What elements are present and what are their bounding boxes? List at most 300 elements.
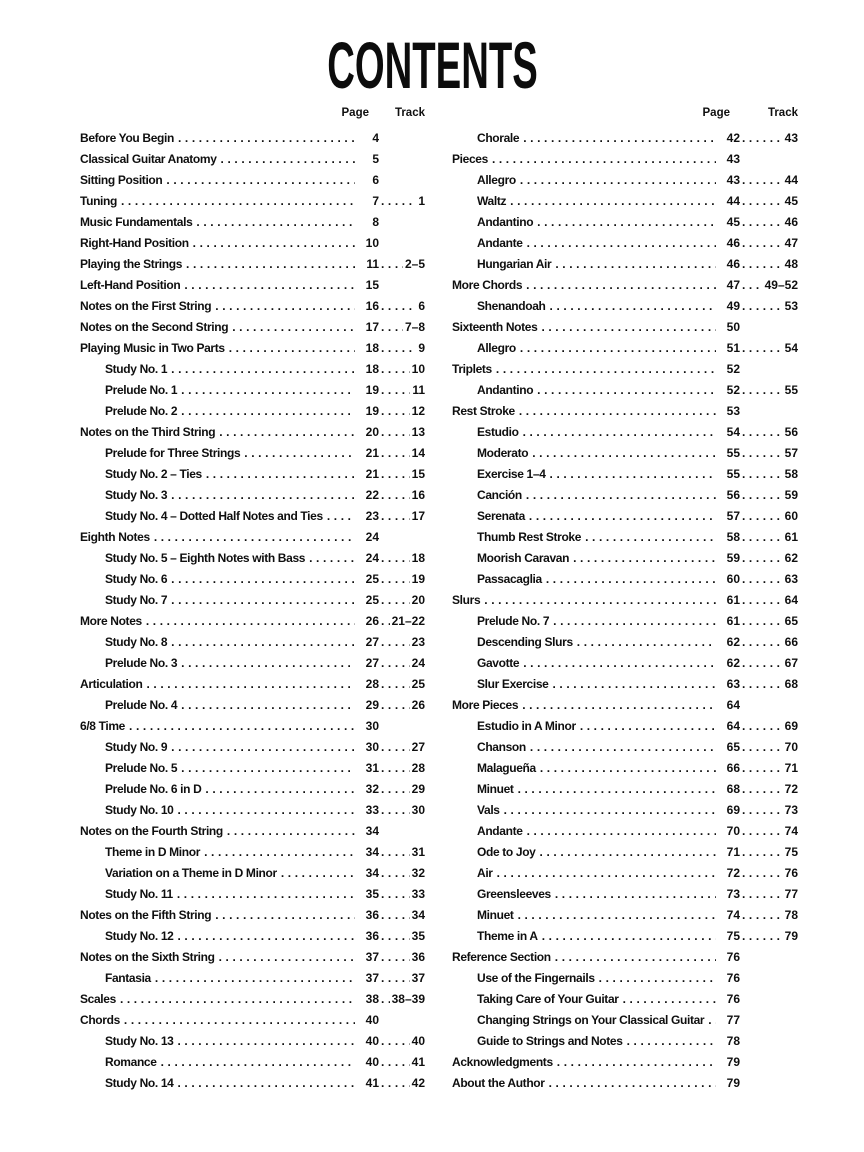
toc-entry-page: 50 <box>726 320 740 334</box>
toc-entry-track: 29 <box>411 782 425 796</box>
toc-entry-track-cell <box>379 926 425 947</box>
dot-leader <box>381 317 403 338</box>
toc-entry-track: 65 <box>784 614 798 628</box>
toc-entry-label: Serenata <box>477 509 525 523</box>
toc-entry-label: Study No. 11 <box>105 887 173 901</box>
toc-entry-page: 4 <box>372 131 379 145</box>
toc-entry-page: 37 <box>365 971 379 985</box>
toc-entry-page: 34 <box>365 824 379 838</box>
toc-entry-track-cell <box>740 716 798 737</box>
toc-entry-track-cell <box>740 863 798 884</box>
toc-entry-track-cell <box>379 590 425 611</box>
dot-leader <box>381 674 410 695</box>
toc-entry <box>452 275 798 296</box>
toc-entry <box>452 716 798 737</box>
toc-entry-track: 57 <box>784 446 798 460</box>
toc-entry-label: Use of the Fingernails <box>477 971 595 985</box>
toc-entry-track-cell <box>740 653 798 674</box>
dot-leader <box>742 632 783 653</box>
dot-leader <box>381 779 410 800</box>
toc-entry-label: More Chords <box>452 278 523 292</box>
toc-entry-label: Fantasia <box>105 971 151 985</box>
dot-leader <box>523 422 716 443</box>
toc-entry <box>80 338 425 359</box>
toc-entry <box>80 716 425 737</box>
dot-leader <box>623 989 716 1010</box>
toc-entry-page: 41 <box>365 1076 379 1090</box>
toc-entry-track-cell <box>740 800 798 821</box>
column-headers-right <box>452 102 798 124</box>
toc-entry-label: Study No. 13 <box>105 1034 174 1048</box>
toc-entry-track-cell <box>379 254 425 275</box>
toc-entry-track: 28 <box>411 761 425 775</box>
toc-entry-page: 37 <box>365 950 379 964</box>
toc-entry <box>452 863 798 884</box>
toc-entry-page: 74 <box>726 908 740 922</box>
dot-leader <box>580 716 716 737</box>
toc-entry-page: 34 <box>365 866 379 880</box>
dot-leader <box>742 800 783 821</box>
toc-entry-track-cell <box>740 128 798 149</box>
toc-entry-track: 78 <box>784 908 798 922</box>
dot-leader <box>171 737 355 758</box>
toc-entry-track-cell <box>740 212 798 233</box>
toc-entry <box>80 905 425 926</box>
dot-leader <box>381 464 410 485</box>
toc-entry-track: 43 <box>784 131 798 145</box>
track-column-header: Track <box>394 107 425 119</box>
dot-leader <box>205 779 355 800</box>
toc-entry-label: Hungarian Air <box>477 257 552 271</box>
dot-leader <box>742 548 783 569</box>
toc-entry <box>80 758 425 779</box>
toc-entry-label: Taking Care of Your Guitar <box>477 992 619 1006</box>
toc-entry-track-cell <box>379 758 425 779</box>
toc-entry-track-cell <box>379 863 425 884</box>
dot-leader <box>742 506 783 527</box>
toc-entry-label: Vals <box>477 803 500 817</box>
toc-entry-track-cell <box>379 968 425 989</box>
dot-leader <box>204 842 355 863</box>
toc-entry-track-cell <box>740 485 798 506</box>
toc-entry <box>80 443 425 464</box>
toc-entry-track-cell <box>740 842 798 863</box>
toc-entry-track: 23 <box>411 635 425 649</box>
toc-entry-track-cell <box>740 464 798 485</box>
toc-entry-label: Study No. 2 – Ties <box>105 467 202 481</box>
toc-entry-label: Acknowledgments <box>452 1055 553 1069</box>
dot-leader <box>708 1010 716 1031</box>
toc-entry-page: 20 <box>365 425 379 439</box>
dot-leader <box>519 401 716 422</box>
toc-entry-page: 47 <box>726 278 740 292</box>
toc-entry-label: More Pieces <box>452 698 519 712</box>
dot-leader <box>381 905 410 926</box>
toc-entry-page: 27 <box>365 656 379 670</box>
toc-entry-track: 15 <box>411 467 425 481</box>
toc-entry <box>452 674 798 695</box>
toc-entry-track-cell <box>740 443 798 464</box>
toc-entry-page: 62 <box>726 635 740 649</box>
dot-leader <box>381 884 410 905</box>
toc-entry-page: 40 <box>365 1013 379 1027</box>
dot-leader <box>742 338 783 359</box>
toc-entry-label: Prelude No. 2 <box>105 404 178 418</box>
toc-entry <box>452 170 798 191</box>
dot-leader <box>229 338 355 359</box>
dot-leader <box>381 548 410 569</box>
toc-entry <box>452 989 798 1010</box>
toc-entry-page: 64 <box>726 698 740 712</box>
toc-entry-track-cell <box>379 779 425 800</box>
toc-entry-track: 10 <box>411 362 425 376</box>
toc-entry-label: Playing the Strings <box>80 257 183 271</box>
dot-leader <box>381 338 416 359</box>
toc-entry-track: 30 <box>411 803 425 817</box>
dot-leader <box>171 632 355 653</box>
dot-leader <box>219 947 355 968</box>
toc-entry-track-cell <box>740 506 798 527</box>
toc-entry <box>80 653 425 674</box>
toc-entry-page: 10 <box>365 236 379 250</box>
dot-leader <box>381 485 410 506</box>
dot-leader <box>550 464 716 485</box>
dot-leader <box>155 968 355 989</box>
toc-entry-page: 22 <box>365 488 379 502</box>
dot-leader <box>550 296 716 317</box>
dot-leader <box>537 380 716 401</box>
dot-leader <box>742 464 783 485</box>
toc-entry-page: 30 <box>365 740 379 754</box>
dot-leader <box>742 380 783 401</box>
toc-entry-track: 58 <box>784 467 798 481</box>
dot-leader <box>742 212 783 233</box>
dot-leader <box>196 212 355 233</box>
dot-leader <box>177 1073 355 1094</box>
toc-entry <box>452 779 798 800</box>
dot-leader <box>742 128 783 149</box>
toc-entry-page: 61 <box>726 614 740 628</box>
toc-entry-track: 42 <box>411 1076 425 1090</box>
dot-leader <box>146 611 355 632</box>
toc-entry-label: Sitting Position <box>80 173 163 187</box>
dot-leader <box>177 926 355 947</box>
toc-entry-page: 57 <box>726 509 740 523</box>
dot-leader <box>742 842 783 863</box>
toc-entry <box>80 485 425 506</box>
toc-entry-label: Moderato <box>477 446 529 460</box>
toc-entry-page: 79 <box>726 1055 740 1069</box>
toc-entry <box>452 317 798 338</box>
dot-leader <box>381 968 410 989</box>
toc-entry-page: 76 <box>726 950 740 964</box>
toc-entry-page: 55 <box>726 446 740 460</box>
toc-entry-track: 61 <box>784 530 798 544</box>
toc-entry <box>80 233 425 254</box>
toc-entry-label: Prelude for Three Strings <box>105 446 241 460</box>
toc-entry-label: Study No. 4 – Dotted Half Notes and Ties <box>105 509 323 523</box>
toc-entry-label: About the Author <box>452 1076 545 1090</box>
dot-leader <box>520 170 716 191</box>
toc-entry <box>80 674 425 695</box>
toc-entry-label: Guide to Strings and Notes <box>477 1034 623 1048</box>
toc-entry-track-cell <box>379 989 425 1010</box>
toc-entry-label: Notes on the Second String <box>80 320 229 334</box>
dot-leader <box>742 884 783 905</box>
dot-leader <box>129 716 355 737</box>
toc-entry-page: 52 <box>726 383 740 397</box>
toc-entry-track: 16 <box>411 488 425 502</box>
dot-leader <box>206 464 355 485</box>
dot-leader <box>181 653 355 674</box>
toc-entry-track: 1 <box>418 194 425 208</box>
toc-entry-track: 26 <box>411 698 425 712</box>
dot-leader <box>381 359 410 380</box>
toc-entry-track: 37 <box>411 971 425 985</box>
toc-entry-track-cell <box>740 254 798 275</box>
toc-entry-track-cell <box>379 905 425 926</box>
toc-entry <box>80 464 425 485</box>
toc-entry-track: 45 <box>784 194 798 208</box>
toc-entry-track-cell <box>379 653 425 674</box>
toc-entry-label: Study No. 12 <box>105 929 174 943</box>
toc-entry-label: Romance <box>105 1055 157 1069</box>
dot-leader <box>518 905 716 926</box>
column-headers-left <box>80 102 425 124</box>
dot-leader <box>742 758 783 779</box>
dot-leader <box>527 233 716 254</box>
toc-entry-label: Allegro <box>477 173 516 187</box>
toc-entry-page: 24 <box>365 530 379 544</box>
dot-leader <box>526 485 716 506</box>
toc-entry-label: Articulation <box>80 677 143 691</box>
toc-entry-page: 19 <box>365 404 379 418</box>
dot-leader <box>742 926 783 947</box>
toc-entry-label: Chanson <box>477 740 526 754</box>
toc-entry-page: 21 <box>365 467 379 481</box>
dot-leader <box>492 149 716 170</box>
toc-column-right <box>452 102 798 1094</box>
toc-entry-track: 68 <box>784 677 798 691</box>
toc-entry <box>452 149 798 170</box>
toc-entry-track-cell <box>379 1031 425 1052</box>
dot-leader <box>181 695 355 716</box>
toc-entry-track: 11 <box>412 383 425 397</box>
toc-entry <box>80 842 425 863</box>
toc-entry-page: 6 <box>372 173 379 187</box>
dot-leader <box>381 611 390 632</box>
toc-entry-track-cell <box>740 527 798 548</box>
toc-entry-track-cell <box>740 737 798 758</box>
toc-entry-label: Greensleeves <box>477 887 551 901</box>
toc-entry <box>80 317 425 338</box>
toc-entry-track: 32 <box>411 866 425 880</box>
toc-entry-track: 77 <box>784 887 798 901</box>
dot-leader <box>381 695 410 716</box>
toc-entry-track-cell <box>740 611 798 632</box>
toc-entry-track: 44 <box>784 173 798 187</box>
toc-entry <box>80 296 425 317</box>
dot-leader <box>518 779 716 800</box>
toc-entry-page: 64 <box>726 719 740 733</box>
toc-entry-label: More Notes <box>80 614 142 628</box>
toc-entry-track: 76 <box>784 866 798 880</box>
toc-entry-track: 60 <box>784 509 798 523</box>
toc-entry-page: 32 <box>365 782 379 796</box>
toc-entry <box>80 800 425 821</box>
toc-entry-track-cell <box>379 443 425 464</box>
toc-entry <box>452 422 798 443</box>
toc-entry-track-cell <box>379 338 425 359</box>
toc-entry <box>80 1073 425 1094</box>
toc-entry <box>80 611 425 632</box>
dot-leader <box>181 401 355 422</box>
toc-entry-page: 29 <box>365 698 379 712</box>
toc-entry-track-cell <box>379 737 425 758</box>
dot-leader <box>381 926 410 947</box>
dot-leader <box>184 275 355 296</box>
toc-entry-label: Before You Begin <box>80 131 174 145</box>
toc-entry-label: Minuet <box>477 908 514 922</box>
page-column-header: Page <box>702 107 730 119</box>
dot-leader <box>555 947 716 968</box>
toc-entry-label: Reference Section <box>452 950 551 964</box>
dot-leader <box>381 737 410 758</box>
dot-leader <box>549 1073 716 1094</box>
dot-leader <box>742 779 783 800</box>
toc-entries-left <box>80 128 425 1094</box>
toc-entry-track-cell <box>379 695 425 716</box>
toc-entry-track: 73 <box>784 803 798 817</box>
toc-entry-track-cell <box>379 191 425 212</box>
toc-entry-track: 34 <box>411 908 425 922</box>
toc-entry-track-cell <box>740 422 798 443</box>
toc-entry-page: 38 <box>365 992 379 1006</box>
dot-leader <box>742 275 763 296</box>
toc-entry-track: 74 <box>784 824 798 838</box>
toc-entry-track-cell <box>740 275 798 296</box>
toc-entry-label: Triplets <box>452 362 492 376</box>
toc-entry <box>452 611 798 632</box>
toc-entry-page: 31 <box>365 761 379 775</box>
dot-leader <box>527 821 716 842</box>
toc-entry-label: Notes on the First String <box>80 299 212 313</box>
dot-leader <box>599 968 716 989</box>
dot-leader <box>381 1031 410 1052</box>
toc-entry-track-cell <box>740 590 798 611</box>
toc-entry <box>80 569 425 590</box>
dot-leader <box>178 128 355 149</box>
toc-entry-label: Study No. 5 – Eighth Notes with Bass <box>105 551 306 565</box>
toc-entry <box>452 464 798 485</box>
dot-leader <box>181 758 355 779</box>
toc-entry-track: 62 <box>784 551 798 565</box>
dot-leader <box>381 653 410 674</box>
toc-entry-track: 48 <box>784 257 798 271</box>
toc-entry-label: Eighth Notes <box>80 530 150 544</box>
toc-entry-page: 35 <box>365 887 379 901</box>
toc-entry-page: 65 <box>726 740 740 754</box>
toc-entry <box>452 653 798 674</box>
toc-entry <box>452 401 798 422</box>
toc-entry-page: 77 <box>726 1013 740 1027</box>
toc-entry-page: 78 <box>726 1034 740 1048</box>
dot-leader <box>177 800 355 821</box>
toc-entry-page: 5 <box>372 152 379 166</box>
toc-entry-track-cell <box>740 632 798 653</box>
toc-entry <box>80 1031 425 1052</box>
toc-entry-track-cell <box>740 758 798 779</box>
dot-leader <box>540 842 716 863</box>
toc-entry-label: Study No. 10 <box>105 803 174 817</box>
dot-leader <box>309 548 355 569</box>
toc-entry-track: 14 <box>411 446 425 460</box>
dot-leader <box>504 800 716 821</box>
toc-entry-page: 34 <box>365 845 379 859</box>
dot-leader <box>555 254 716 275</box>
toc-entry-track-cell <box>379 317 425 338</box>
dot-leader <box>553 674 717 695</box>
toc-entry-page: 76 <box>726 992 740 1006</box>
toc-entry-page: 55 <box>726 467 740 481</box>
toc-entry-track: 59 <box>784 488 798 502</box>
toc-entry <box>452 842 798 863</box>
toc-entry <box>452 821 798 842</box>
toc-entry-page: 75 <box>726 929 740 943</box>
toc-entry <box>80 779 425 800</box>
dot-leader <box>221 149 355 170</box>
toc-entry-track-cell <box>379 800 425 821</box>
toc-entry <box>452 1052 798 1073</box>
toc-entry-track: 72 <box>784 782 798 796</box>
dot-leader <box>742 233 783 254</box>
toc-entry <box>452 947 798 968</box>
toc-entry <box>452 905 798 926</box>
toc-entry <box>452 884 798 905</box>
toc-entry-track: 7–8 <box>404 320 425 334</box>
toc-entry <box>452 485 798 506</box>
track-column-header: Track <box>767 107 798 119</box>
toc-entry-page: 72 <box>726 866 740 880</box>
dot-leader <box>166 170 355 191</box>
dot-leader <box>742 527 783 548</box>
toc-entry-track-cell <box>379 884 425 905</box>
dot-leader <box>120 989 355 1010</box>
toc-entry <box>80 821 425 842</box>
dot-leader <box>532 443 716 464</box>
toc-entry-track-cell <box>740 296 798 317</box>
toc-entry-track: 12 <box>411 404 425 418</box>
toc-entry-label: Estudio <box>477 425 519 439</box>
toc-entry-page: 52 <box>726 362 740 376</box>
toc-entry-page: 54 <box>726 425 740 439</box>
dot-leader <box>215 905 355 926</box>
dot-leader <box>742 905 783 926</box>
toc-entry-label: Prelude No. 3 <box>105 656 178 670</box>
dot-leader <box>537 212 716 233</box>
toc-entry-label: Study No. 14 <box>105 1076 174 1090</box>
toc-entry-track: 2–5 <box>404 257 425 271</box>
toc-entry-track: 17 <box>411 509 425 523</box>
toc-entry <box>452 254 798 275</box>
dot-leader <box>381 296 416 317</box>
toc-entry-track-cell <box>740 821 798 842</box>
dot-leader <box>381 989 390 1010</box>
toc-entry-track: 79 <box>784 929 798 943</box>
toc-entry-track-cell <box>379 296 425 317</box>
toc-entry-track: 19 <box>411 572 425 586</box>
dot-leader <box>381 254 403 275</box>
